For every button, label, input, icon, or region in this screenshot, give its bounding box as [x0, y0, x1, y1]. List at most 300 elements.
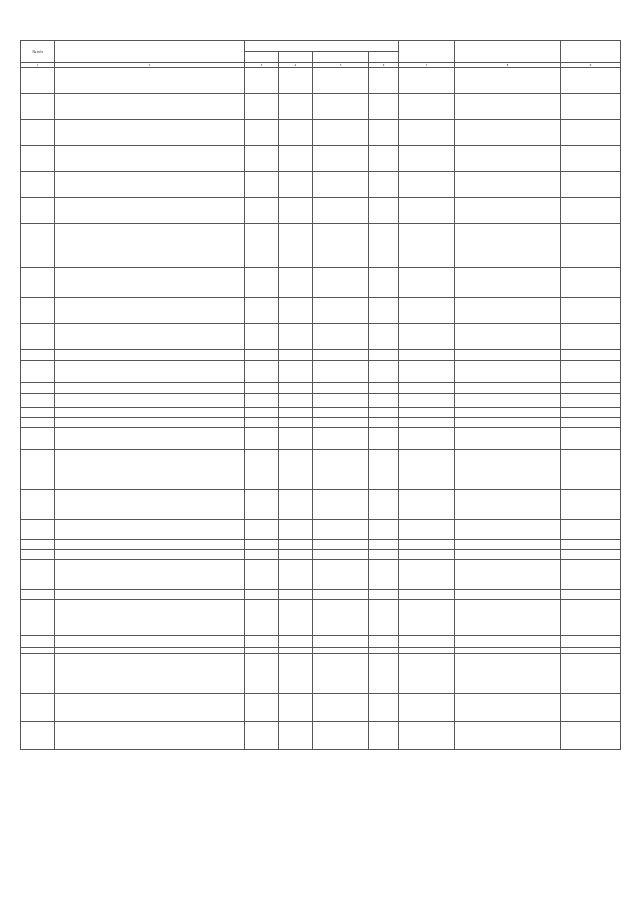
- row-chief-manager: [399, 418, 455, 428]
- row-chief-manager: [399, 172, 455, 198]
- row-recipient: [455, 120, 561, 146]
- row-chief-manager: [399, 654, 455, 694]
- row-name: [55, 68, 245, 94]
- table-row: [21, 408, 621, 418]
- row-kcsr: [313, 418, 369, 428]
- row-total: [561, 654, 621, 694]
- row-expense-type: [369, 94, 399, 120]
- row-expense-type: [369, 350, 399, 361]
- row-number: [21, 383, 55, 394]
- row-number: [21, 600, 55, 636]
- row-recipient: [455, 198, 561, 224]
- row-name: [55, 408, 245, 418]
- row-recipient: [455, 560, 561, 590]
- row-expense-type: [369, 694, 399, 722]
- row-number: [21, 172, 55, 198]
- row-total: [561, 636, 621, 648]
- header-expense-type: [369, 52, 399, 63]
- row-recipient: [455, 172, 561, 198]
- row-grbs: [245, 361, 279, 383]
- row-section: [279, 590, 313, 600]
- row-name: [55, 383, 245, 394]
- row-kcsr: [313, 450, 369, 490]
- column-index-cell: 8: [455, 63, 561, 68]
- row-name: [55, 590, 245, 600]
- table-row: [21, 361, 621, 383]
- row-expense-type: [369, 560, 399, 590]
- row-chief-manager: [399, 224, 455, 268]
- row-total: [561, 361, 621, 383]
- row-expense-type: [369, 383, 399, 394]
- row-number: [21, 120, 55, 146]
- row-grbs: [245, 394, 279, 408]
- row-expense-type: [369, 408, 399, 418]
- row-expense-type: [369, 120, 399, 146]
- row-expense-type: [369, 146, 399, 172]
- row-name: [55, 198, 245, 224]
- table-row: [21, 722, 621, 750]
- row-expense-type: [369, 636, 399, 648]
- row-chief-manager: [399, 408, 455, 418]
- row-section: [279, 324, 313, 350]
- row-expense-type: [369, 324, 399, 350]
- row-grbs: [245, 146, 279, 172]
- row-chief-manager: [399, 590, 455, 600]
- row-kcsr: [313, 590, 369, 600]
- column-index-cell: 5: [313, 63, 369, 68]
- row-kcsr: [313, 560, 369, 590]
- table-row: [21, 146, 621, 172]
- row-name: [55, 694, 245, 722]
- row-chief-manager: [399, 636, 455, 648]
- row-number: [21, 428, 55, 450]
- row-expense-type: [369, 418, 399, 428]
- row-total: [561, 540, 621, 550]
- row-grbs: [245, 324, 279, 350]
- row-section: [279, 172, 313, 198]
- row-expense-type: [369, 394, 399, 408]
- row-kcsr: [313, 383, 369, 394]
- row-expense-type: [369, 268, 399, 298]
- row-kcsr: [313, 198, 369, 224]
- row-number: [21, 540, 55, 550]
- row-expense-type: [369, 172, 399, 198]
- row-grbs: [245, 94, 279, 120]
- row-section: [279, 146, 313, 172]
- row-kcsr: [313, 654, 369, 694]
- row-kcsr: [313, 268, 369, 298]
- row-recipient: [455, 224, 561, 268]
- row-chief-manager: [399, 198, 455, 224]
- row-total: [561, 68, 621, 94]
- row-recipient: [455, 540, 561, 550]
- row-grbs: [245, 450, 279, 490]
- row-kcsr: [313, 600, 369, 636]
- row-grbs: [245, 120, 279, 146]
- table-row: [21, 654, 621, 694]
- row-section: [279, 350, 313, 361]
- row-expense-type: [369, 198, 399, 224]
- row-expense-type: [369, 540, 399, 550]
- page-footer-mark: [318, 884, 322, 888]
- row-kcsr: [313, 172, 369, 198]
- row-chief-manager: [399, 94, 455, 120]
- row-recipient: [455, 520, 561, 540]
- row-number: [21, 636, 55, 648]
- column-index-cell: 2: [55, 63, 245, 68]
- row-kcsr: [313, 361, 369, 383]
- row-total: [561, 146, 621, 172]
- row-recipient: [455, 418, 561, 428]
- row-grbs: [245, 560, 279, 590]
- table-row: [21, 636, 621, 648]
- row-expense-type: [369, 68, 399, 94]
- row-total: [561, 224, 621, 268]
- row-chief-manager: [399, 394, 455, 408]
- row-kcsr: [313, 490, 369, 520]
- row-chief-manager: [399, 520, 455, 540]
- row-kcsr: [313, 408, 369, 418]
- row-recipient: [455, 68, 561, 94]
- table-row: [21, 418, 621, 428]
- row-total: [561, 490, 621, 520]
- row-total: [561, 172, 621, 198]
- row-name: [55, 361, 245, 383]
- row-expense-type: [369, 490, 399, 520]
- row-total: [561, 94, 621, 120]
- header-recipient: [455, 41, 561, 63]
- header-name: [55, 41, 245, 63]
- row-recipient: [455, 408, 561, 418]
- row-grbs: [245, 428, 279, 450]
- row-grbs: [245, 418, 279, 428]
- header-budget-codes: [245, 41, 399, 52]
- row-recipient: [455, 394, 561, 408]
- table-row: [21, 694, 621, 722]
- row-total: [561, 600, 621, 636]
- row-total: [561, 550, 621, 560]
- row-name: [55, 146, 245, 172]
- table-row: [21, 490, 621, 520]
- row-number: [21, 198, 55, 224]
- row-grbs: [245, 520, 279, 540]
- row-section: [279, 450, 313, 490]
- row-number: [21, 298, 55, 324]
- row-grbs: [245, 550, 279, 560]
- row-number: [21, 654, 55, 694]
- table-row: [21, 520, 621, 540]
- row-kcsr: [313, 722, 369, 750]
- row-kcsr: [313, 550, 369, 560]
- row-recipient: [455, 268, 561, 298]
- row-name: [55, 172, 245, 198]
- row-section: [279, 298, 313, 324]
- row-recipient: [455, 636, 561, 648]
- table-row: [21, 198, 621, 224]
- row-chief-manager: [399, 540, 455, 550]
- row-chief-manager: [399, 600, 455, 636]
- row-section: [279, 540, 313, 550]
- row-section: [279, 224, 313, 268]
- row-number: [21, 520, 55, 540]
- row-kcsr: [313, 520, 369, 540]
- row-total: [561, 418, 621, 428]
- header-grbs: [245, 52, 279, 63]
- row-expense-type: [369, 224, 399, 268]
- row-chief-manager: [399, 268, 455, 298]
- row-name: [55, 550, 245, 560]
- row-total: [561, 428, 621, 450]
- row-name: [55, 350, 245, 361]
- row-recipient: [455, 324, 561, 350]
- row-number: [21, 68, 55, 94]
- column-index-cell: 9: [561, 63, 621, 68]
- row-total: [561, 324, 621, 350]
- row-chief-manager: [399, 146, 455, 172]
- row-total: [561, 394, 621, 408]
- table-row: [21, 394, 621, 408]
- row-name: [55, 600, 245, 636]
- row-section: [279, 428, 313, 450]
- row-kcsr: [313, 298, 369, 324]
- row-chief-manager: [399, 428, 455, 450]
- row-grbs: [245, 540, 279, 550]
- row-section: [279, 490, 313, 520]
- row-section: [279, 694, 313, 722]
- row-kcsr: [313, 224, 369, 268]
- row-grbs: [245, 350, 279, 361]
- row-grbs: [245, 172, 279, 198]
- table-row: [21, 590, 621, 600]
- row-kcsr: [313, 636, 369, 648]
- table-body: [21, 68, 621, 750]
- row-expense-type: [369, 450, 399, 490]
- table-row: [21, 324, 621, 350]
- row-section: [279, 268, 313, 298]
- table-row: [21, 94, 621, 120]
- row-number: [21, 361, 55, 383]
- row-chief-manager: [399, 694, 455, 722]
- table-row: [21, 428, 621, 450]
- row-section: [279, 120, 313, 146]
- row-kcsr: [313, 350, 369, 361]
- row-section: [279, 94, 313, 120]
- row-total: [561, 268, 621, 298]
- row-name: [55, 418, 245, 428]
- row-number: [21, 408, 55, 418]
- row-name: [55, 636, 245, 648]
- table-row: [21, 172, 621, 198]
- row-section: [279, 198, 313, 224]
- column-index-cell: 4: [279, 63, 313, 68]
- row-expense-type: [369, 722, 399, 750]
- row-grbs: [245, 224, 279, 268]
- row-total: [561, 560, 621, 590]
- row-expense-type: [369, 550, 399, 560]
- row-chief-manager: [399, 560, 455, 590]
- row-section: [279, 418, 313, 428]
- row-recipient: [455, 350, 561, 361]
- row-number: [21, 324, 55, 350]
- row-kcsr: [313, 146, 369, 172]
- row-expense-type: [369, 298, 399, 324]
- row-total: [561, 694, 621, 722]
- row-chief-manager: [399, 722, 455, 750]
- row-name: [55, 394, 245, 408]
- table-row: [21, 560, 621, 590]
- table-row: [21, 268, 621, 298]
- row-name: [55, 428, 245, 450]
- row-kcsr: [313, 324, 369, 350]
- row-total: [561, 722, 621, 750]
- row-name: [55, 120, 245, 146]
- row-number: [21, 560, 55, 590]
- row-total: [561, 350, 621, 361]
- row-expense-type: [369, 520, 399, 540]
- row-name: [55, 268, 245, 298]
- row-grbs: [245, 68, 279, 94]
- row-number: [21, 450, 55, 490]
- table-row: [21, 298, 621, 324]
- row-section: [279, 560, 313, 590]
- row-name: [55, 490, 245, 520]
- header-num: № п/п: [21, 41, 55, 63]
- header-section: [279, 52, 313, 63]
- table-row: [21, 383, 621, 394]
- row-number: [21, 694, 55, 722]
- header-kcsr: [313, 52, 369, 63]
- row-number: [21, 394, 55, 408]
- table-row: [21, 550, 621, 560]
- row-recipient: [455, 94, 561, 120]
- row-expense-type: [369, 590, 399, 600]
- row-kcsr: [313, 394, 369, 408]
- row-chief-manager: [399, 68, 455, 94]
- row-kcsr: [313, 68, 369, 94]
- table-row: [21, 600, 621, 636]
- row-expense-type: [369, 428, 399, 450]
- table-row: [21, 540, 621, 550]
- row-chief-manager: [399, 490, 455, 520]
- row-name: [55, 722, 245, 750]
- row-chief-manager: [399, 450, 455, 490]
- row-expense-type: [369, 654, 399, 694]
- row-number: [21, 550, 55, 560]
- column-index-cell: 6: [369, 63, 399, 68]
- row-grbs: [245, 198, 279, 224]
- row-chief-manager: [399, 350, 455, 361]
- row-section: [279, 520, 313, 540]
- row-name: [55, 94, 245, 120]
- row-section: [279, 361, 313, 383]
- row-chief-manager: [399, 383, 455, 394]
- row-number: [21, 418, 55, 428]
- row-total: [561, 408, 621, 418]
- row-number: [21, 722, 55, 750]
- row-grbs: [245, 383, 279, 394]
- row-total: [561, 198, 621, 224]
- row-chief-manager: [399, 120, 455, 146]
- column-index-cell: 1: [21, 63, 55, 68]
- row-kcsr: [313, 94, 369, 120]
- table-row: [21, 68, 621, 94]
- row-recipient: [455, 146, 561, 172]
- table-row: [21, 450, 621, 490]
- row-recipient: [455, 694, 561, 722]
- row-grbs: [245, 654, 279, 694]
- row-name: [55, 224, 245, 268]
- row-recipient: [455, 298, 561, 324]
- row-total: [561, 120, 621, 146]
- row-total: [561, 383, 621, 394]
- row-recipient: [455, 383, 561, 394]
- row-chief-manager: [399, 550, 455, 560]
- row-number: [21, 268, 55, 298]
- table-row: [21, 224, 621, 268]
- row-grbs: [245, 600, 279, 636]
- row-total: [561, 520, 621, 540]
- row-grbs: [245, 590, 279, 600]
- row-recipient: [455, 550, 561, 560]
- row-section: [279, 550, 313, 560]
- budget-allocation-table: [20, 40, 621, 750]
- row-number: [21, 94, 55, 120]
- row-number: [21, 490, 55, 520]
- row-section: [279, 394, 313, 408]
- row-kcsr: [313, 694, 369, 722]
- row-kcsr: [313, 540, 369, 550]
- row-name: [55, 520, 245, 540]
- column-index-cell: 3: [245, 63, 279, 68]
- row-number: [21, 590, 55, 600]
- row-number: [21, 350, 55, 361]
- row-chief-manager: [399, 361, 455, 383]
- row-total: [561, 590, 621, 600]
- row-recipient: [455, 490, 561, 520]
- row-recipient: [455, 600, 561, 636]
- row-expense-type: [369, 600, 399, 636]
- row-kcsr: [313, 120, 369, 146]
- row-recipient: [455, 361, 561, 383]
- row-grbs: [245, 298, 279, 324]
- row-grbs: [245, 636, 279, 648]
- row-recipient: [455, 428, 561, 450]
- header-chief-manager: [399, 41, 455, 63]
- row-number: [21, 224, 55, 268]
- row-name: [55, 540, 245, 550]
- table-row: [21, 350, 621, 361]
- row-grbs: [245, 490, 279, 520]
- row-total: [561, 450, 621, 490]
- row-chief-manager: [399, 298, 455, 324]
- row-recipient: [455, 590, 561, 600]
- row-grbs: [245, 694, 279, 722]
- table-header: [21, 41, 621, 68]
- row-total: [561, 298, 621, 324]
- row-name: [55, 324, 245, 350]
- row-kcsr: [313, 428, 369, 450]
- row-section: [279, 722, 313, 750]
- row-recipient: [455, 654, 561, 694]
- row-recipient: [455, 450, 561, 490]
- row-grbs: [245, 268, 279, 298]
- column-index-cell: 7: [399, 63, 455, 68]
- row-name: [55, 560, 245, 590]
- row-number: [21, 146, 55, 172]
- row-section: [279, 636, 313, 648]
- row-recipient: [455, 722, 561, 750]
- table-row: [21, 120, 621, 146]
